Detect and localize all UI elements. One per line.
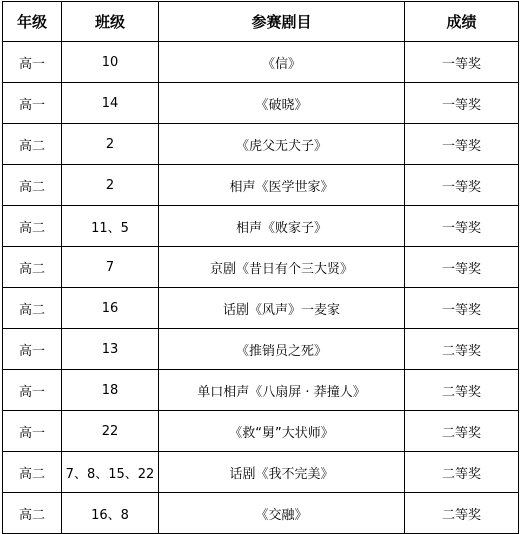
cell-title: 《信》 bbox=[159, 42, 405, 83]
cell-result: 二等奖 bbox=[405, 370, 519, 411]
cell-class: 22 bbox=[62, 411, 159, 452]
cell-grade: 高一 bbox=[3, 83, 62, 124]
header-title: 参赛剧目 bbox=[159, 2, 405, 42]
cell-grade: 高一 bbox=[3, 411, 62, 452]
table-row bbox=[3, 83, 519, 124]
cell-grade: 高一 bbox=[3, 329, 62, 370]
cell-grade: 高二 bbox=[3, 493, 62, 534]
table-row bbox=[3, 411, 519, 452]
table-row bbox=[3, 452, 519, 493]
cell-class: 14 bbox=[62, 83, 159, 124]
awards-table bbox=[2, 1, 519, 534]
cell-result: 二等奖 bbox=[405, 411, 519, 452]
cell-title: 《救“舅”大状师》 bbox=[159, 411, 405, 452]
header-class: 班级 bbox=[62, 2, 159, 42]
cell-class: 16、8 bbox=[62, 493, 159, 534]
cell-grade: 高二 bbox=[3, 247, 62, 288]
table-row bbox=[3, 165, 519, 206]
cell-title: 单口相声《八扇屏 · 莽撞人》 bbox=[159, 370, 405, 411]
cell-title: 《破晓》 bbox=[159, 83, 405, 124]
cell-result: 一等奖 bbox=[405, 124, 519, 165]
cell-grade: 高二 bbox=[3, 288, 62, 329]
table-row bbox=[3, 329, 519, 370]
cell-class: 18 bbox=[62, 370, 159, 411]
table-header-row bbox=[3, 2, 519, 42]
cell-class: 13 bbox=[62, 329, 159, 370]
cell-result: 一等奖 bbox=[405, 288, 519, 329]
cell-result: 一等奖 bbox=[405, 42, 519, 83]
cell-title: 话剧《风声》一麦家 bbox=[159, 288, 405, 329]
cell-title: 《交融》 bbox=[159, 493, 405, 534]
cell-title: 《虎父无犬子》 bbox=[159, 124, 405, 165]
cell-class: 7、8、15、22 bbox=[62, 452, 159, 493]
cell-class: 10 bbox=[62, 42, 159, 83]
cell-result: 二等奖 bbox=[405, 493, 519, 534]
cell-grade: 高一 bbox=[3, 370, 62, 411]
cell-result: 一等奖 bbox=[405, 206, 519, 247]
cell-result: 二等奖 bbox=[405, 329, 519, 370]
cell-grade: 高二 bbox=[3, 124, 62, 165]
cell-grade: 高二 bbox=[3, 452, 62, 493]
table-row bbox=[3, 288, 519, 329]
cell-class: 2 bbox=[62, 124, 159, 165]
table-row bbox=[3, 42, 519, 83]
cell-result: 一等奖 bbox=[405, 247, 519, 288]
table-row bbox=[3, 370, 519, 411]
cell-class: 7 bbox=[62, 247, 159, 288]
cell-result: 一等奖 bbox=[405, 165, 519, 206]
cell-grade: 高一 bbox=[3, 42, 62, 83]
cell-title: 相声《败家子》 bbox=[159, 206, 405, 247]
cell-title: 京剧《昔日有个三大贤》 bbox=[159, 247, 405, 288]
cell-result: 一等奖 bbox=[405, 83, 519, 124]
cell-class: 2 bbox=[62, 165, 159, 206]
table-row bbox=[3, 206, 519, 247]
cell-class: 16 bbox=[62, 288, 159, 329]
cell-title: 《推销员之死》 bbox=[159, 329, 405, 370]
header-result: 成绩 bbox=[405, 2, 519, 42]
cell-title: 话剧《我不完美》 bbox=[159, 452, 405, 493]
cell-result: 二等奖 bbox=[405, 452, 519, 493]
header-grade: 年级 bbox=[3, 2, 62, 42]
cell-grade: 高二 bbox=[3, 206, 62, 247]
cell-class: 11、5 bbox=[62, 206, 159, 247]
table-row bbox=[3, 493, 519, 534]
table-row bbox=[3, 247, 519, 288]
table-row bbox=[3, 124, 519, 165]
cell-title: 相声《医学世家》 bbox=[159, 165, 405, 206]
cell-grade: 高二 bbox=[3, 165, 62, 206]
